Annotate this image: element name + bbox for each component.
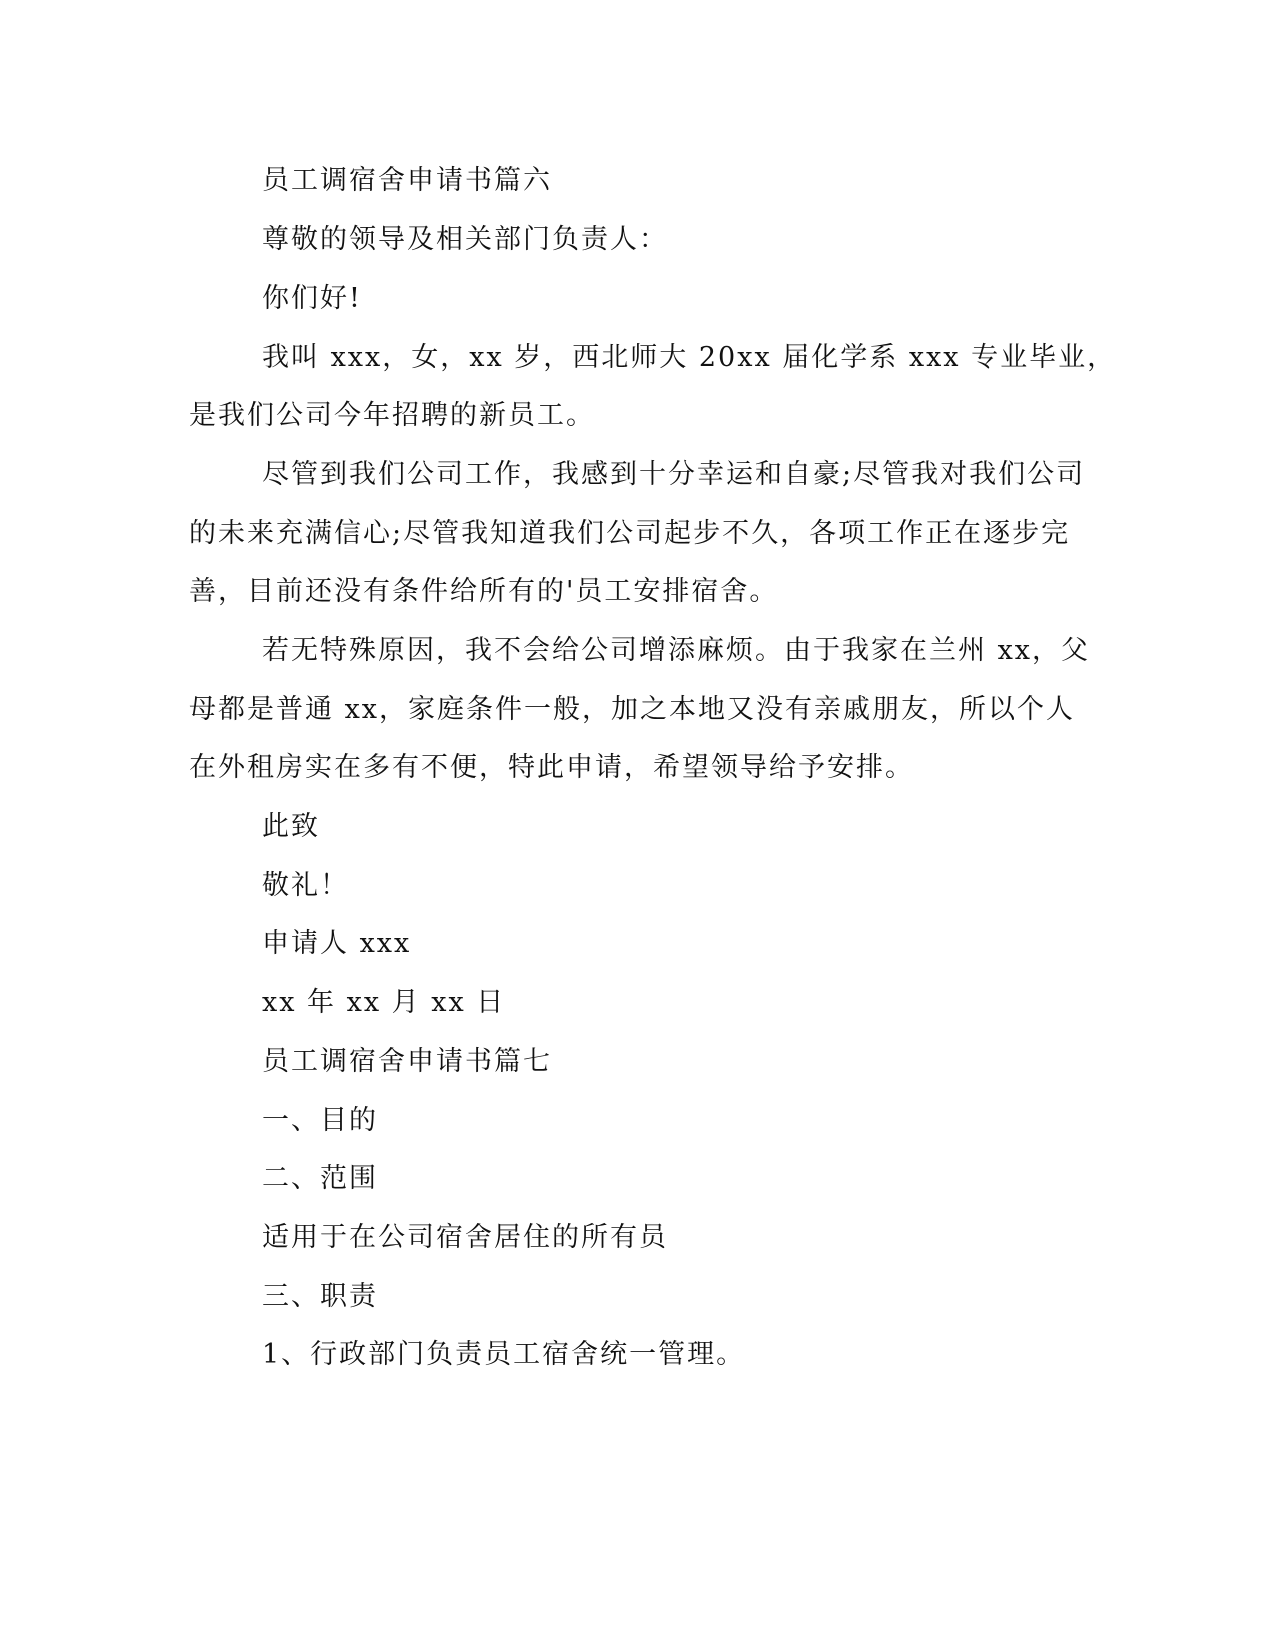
closing-line-1: 此致	[262, 811, 320, 842]
paragraph-1-line-1: 我叫 xxx，女，xx 岁，西北师大 20xx 届化学系 xxx 专业毕业，	[262, 342, 1117, 373]
paragraph-3-line-1: 若无特殊原因，我不会给公司增添麻烦。由于我家在兰州 xx，父	[262, 635, 1091, 666]
section-scope: 二、范围	[262, 1163, 378, 1194]
date-line: xx 年 xx 月 xx 日	[262, 987, 506, 1018]
scope-text: 适用于在公司宿舍居住的所有员	[262, 1222, 668, 1253]
paragraph-3-line-2: 母都是普通 xx，家庭条件一般，加之本地又没有亲戚朋友，所以个人	[189, 694, 1076, 725]
section-heading-6: 员工调宿舍申请书篇六	[262, 165, 552, 196]
duty-item-1: 1、行政部门负责员工宿舍统一管理。	[262, 1339, 746, 1370]
section-purpose: 一、目的	[262, 1105, 378, 1136]
salutation: 尊敬的领导及相关部门负责人：	[262, 224, 668, 255]
greeting: 你们好!	[262, 283, 362, 314]
paragraph-2-line-3: 善，目前还没有条件给所有的'员工安排宿舍。	[189, 576, 779, 607]
paragraph-1-line-2: 是我们公司今年招聘的新员工。	[189, 400, 595, 431]
section-duties: 三、职责	[262, 1281, 378, 1312]
section-heading-7: 员工调宿舍申请书篇七	[262, 1046, 552, 1077]
signature: 申请人 xxx	[262, 928, 412, 959]
paragraph-2-line-2: 的未来充满信心;尽管我知道我们公司起步不久，各项工作正在逐步完	[189, 518, 1071, 549]
paragraph-3-line-3: 在外租房实在多有不便，特此申请，希望领导给予安排。	[189, 752, 914, 783]
closing-line-2: 敬礼！	[262, 870, 349, 901]
paragraph-2-line-1: 尽管到我们公司工作，我感到十分幸运和自豪;尽管我对我们公司	[262, 459, 1086, 490]
